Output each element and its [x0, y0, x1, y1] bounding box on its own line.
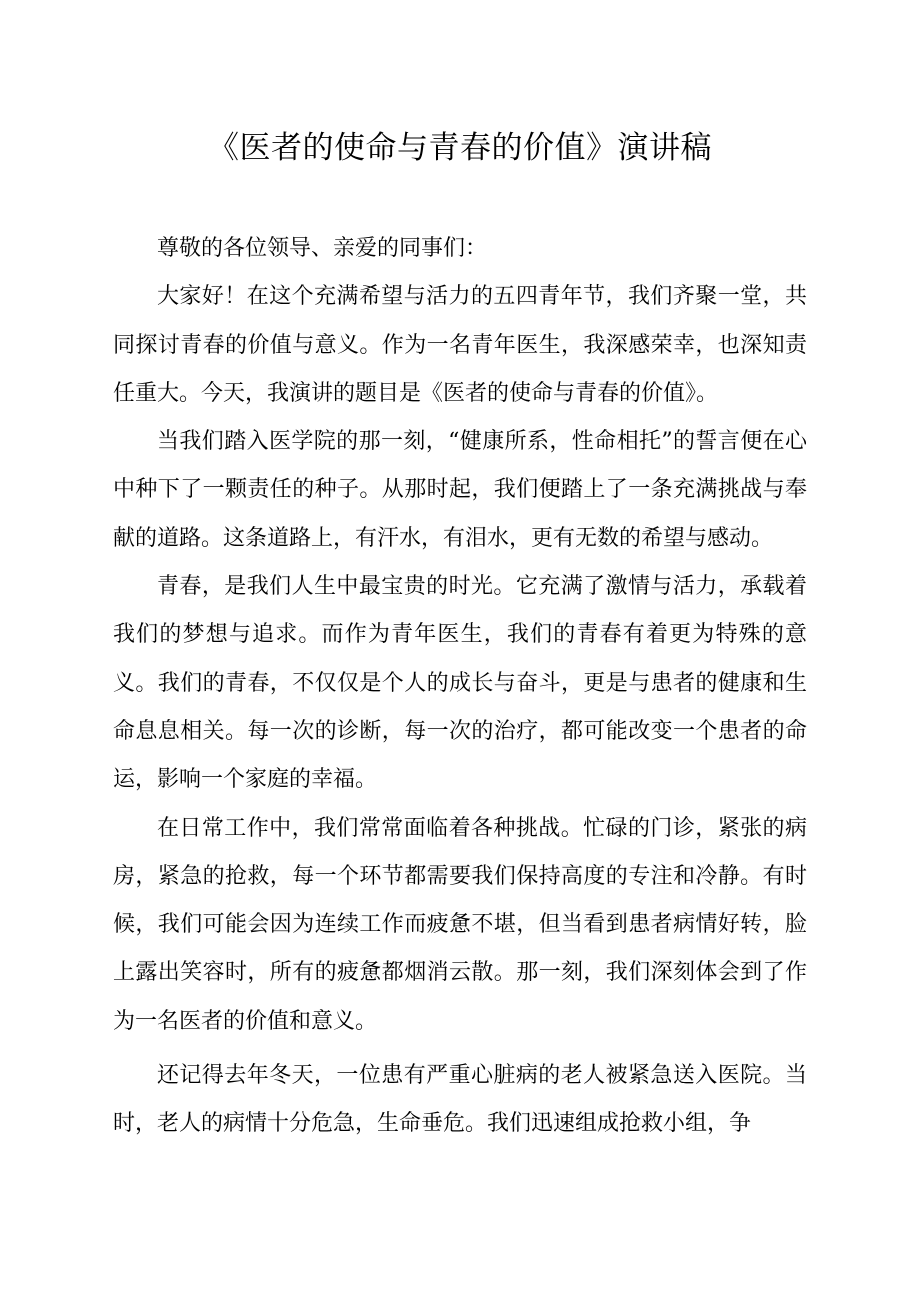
document-title: 《医者的使命与青春的价值》演讲稿 — [208, 130, 712, 166]
document-body — [113, 225, 807, 1149]
daily-work-paragraph: 在日常工作中，我们常常面临着各种挑战。忙碌的门诊，紧张的病房，紧急的抢救，每一个环节都需要我们保持高度的专注和冷静。有时候，我们可能会因为连续工作而疲惫不堪，但当看到患者病情好转，脸上露出笑容时，所有的疲惫都烟消云散。那一刻，我们深刻体会到了作为一名医者的价值和意义。 — [113, 815, 807, 1034]
youth-paragraph: 青春，是我们人生中最宝贵的时光。它充满了激情与活力，承载着我们的梦想与追求。而作为青年医生，我们的青春有着更为特殊的意义。我们的青春，不仅仅是个人的成长与奋斗，更是与患者的健康和生命息息相关。每一次的诊断，每一次的治疗，都可能改变一个患者的命运，影响一个家庭的幸福。 — [113, 574, 807, 793]
oath-paragraph: 当我们踏入医学院的那一刻，“健康所系，性命相托”的誓言便在心中种下了一颗责任的种子。从那时起，我们便踏上了一条充满挑战与奉献的道路。这条道路上，有汗水，有泪水，更有无数的希望与感动。 — [113, 429, 807, 551]
winter-story-paragraph: 还记得去年冬天，一位患有严重心脏病的老人被紧急送入医院。当时，老人的病情十分危急，生命垂危。我们迅速组成抢救小组，争 — [113, 1063, 807, 1137]
greeting-paragraph: 大家好！在这个充满希望与活力的五四青年节，我们齐聚一堂，共同探讨青春的价值与意义。作为一名青年医生，我深感荣幸，也深知责任重大。今天，我演讲的题目是《医者的使命与青春的价值》。 — [113, 284, 807, 406]
salutation-paragraph: 尊敬的各位领导、亲爱的同事们： — [157, 236, 488, 261]
